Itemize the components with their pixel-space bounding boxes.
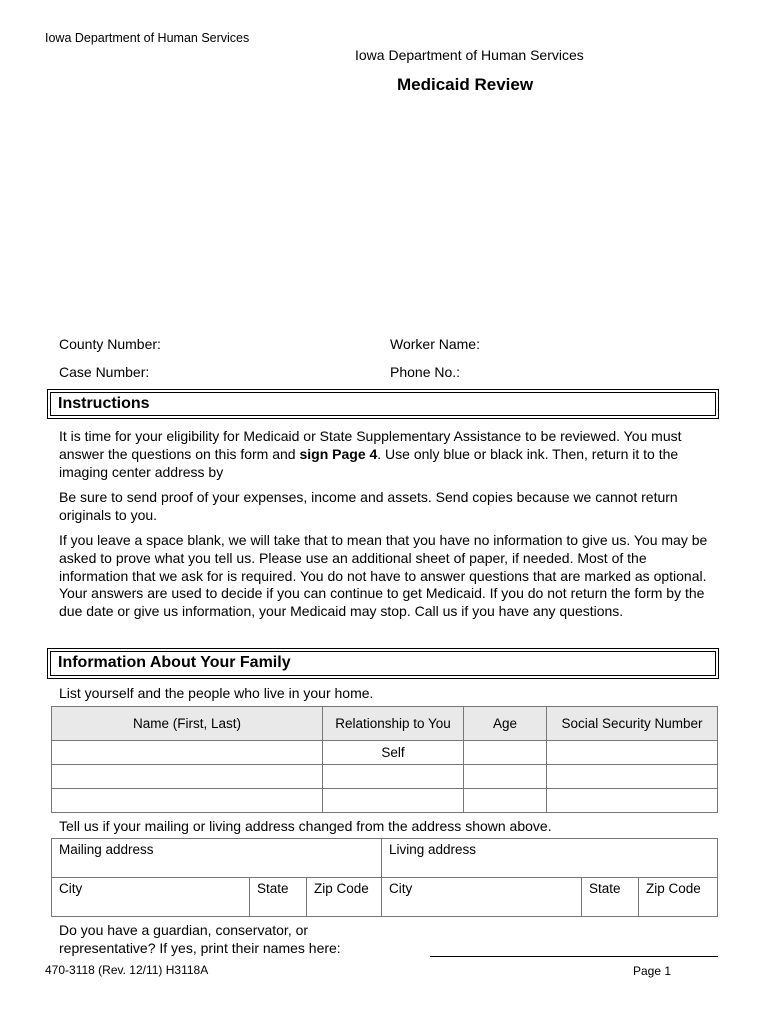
instructions-heading: Instructions <box>50 392 716 416</box>
family-heading: Information About Your Family <box>50 651 716 676</box>
guardian-name-line[interactable] <box>430 956 718 957</box>
phone-number-label: Phone No.: <box>390 364 461 380</box>
age-cell[interactable] <box>464 741 547 765</box>
ssn-cell[interactable] <box>547 741 718 765</box>
family-table-header <box>52 707 718 741</box>
agency-name: Iowa Department of Human Services <box>355 47 584 63</box>
table-row <box>52 741 718 765</box>
living-zip-label: Zip Code <box>646 881 701 896</box>
living-state-label: State <box>589 881 621 896</box>
guardian-question-line-2: representative? If yes, print their names here: <box>59 940 341 956</box>
column-relationship: Relationship to You <box>323 707 464 741</box>
relationship-cell[interactable] <box>323 765 464 789</box>
mailing-city-field[interactable] <box>52 878 250 917</box>
column-ssn: Social Security Number <box>547 707 718 741</box>
family-section-header <box>47 648 719 679</box>
address-intro: Tell us if your mailing or living address changed from the address shown above. <box>59 818 552 834</box>
family-intro: List yourself and the people who live in your home. <box>59 685 374 701</box>
table-row <box>52 789 718 813</box>
age-cell[interactable] <box>464 789 547 813</box>
agency-name-small: Iowa Department of Human Services <box>45 31 250 45</box>
living-zip-field[interactable] <box>639 878 718 917</box>
mailing-address-label: Mailing address <box>59 842 154 857</box>
living-state-field[interactable] <box>582 878 639 917</box>
instructions-p1-end: . Use only blue or black ink. Then, return it to the imaging center address by <box>59 445 679 480</box>
form-number: 470-3118 (Rev. 12/11) H3118A <box>45 963 209 977</box>
page-number: Page 1 <box>633 964 672 978</box>
instructions-p1-start: It is time for your eligibility for Medicaid or State Supplementary Assistance to be reviewed. You must answer the questions on this form and <box>59 428 682 462</box>
instructions-section-header <box>47 389 719 419</box>
address-table <box>51 838 718 917</box>
living-address-field[interactable] <box>382 839 718 878</box>
column-age: Age <box>464 707 547 741</box>
name-cell[interactable] <box>52 765 323 789</box>
living-city-label: City <box>389 881 413 896</box>
instructions-p1-bold: sign Page 4 <box>299 445 378 462</box>
mailing-zip-label: Zip Code <box>314 881 369 896</box>
age-cell[interactable] <box>464 765 547 789</box>
living-address-label: Living address <box>389 842 477 857</box>
table-row <box>52 765 718 789</box>
column-name: Name (First, Last) <box>52 707 323 741</box>
county-number-label: County Number: <box>59 336 161 352</box>
ssn-cell[interactable] <box>547 789 718 813</box>
name-cell[interactable] <box>52 741 323 765</box>
form-title: Medicaid Review <box>397 75 534 94</box>
name-cell[interactable] <box>52 789 323 813</box>
instructions-paragraph-1 <box>59 428 719 481</box>
relationship-cell[interactable] <box>323 789 464 813</box>
guardian-question-line-1: Do you have a guardian, conservator, or <box>59 922 309 938</box>
instructions-paragraph-2: Be sure to send proof of your expenses, income and assets. Send copies because we cannot return originals to you. <box>59 489 678 523</box>
mailing-city-label: City <box>59 881 83 896</box>
mailing-state-field[interactable] <box>250 878 307 917</box>
worker-name-label: Worker Name: <box>390 336 480 352</box>
family-table <box>51 706 718 813</box>
mailing-address-field[interactable] <box>52 839 382 878</box>
living-city-field[interactable] <box>382 878 582 917</box>
instructions-paragraph-3: If you leave a space blank, we will take that to mean that you have no information to give us. You may be asked to prove what you tell us. Please use an additional sheet of paper, if needed. Most of the information that we ask for is required. You do not have to answer questions that are marked as optional. Your answers are used to decide if you can continue to get Medicaid. If you do not return the form by the due date or give us information, your Medicaid may stop. Call us if you have any questions. <box>59 532 708 620</box>
relationship-cell[interactable]: Self <box>323 741 464 765</box>
mailing-zip-field[interactable] <box>307 878 382 917</box>
case-number-label: Case Number: <box>59 364 150 380</box>
mailing-state-label: State <box>257 881 289 896</box>
ssn-cell[interactable] <box>547 765 718 789</box>
